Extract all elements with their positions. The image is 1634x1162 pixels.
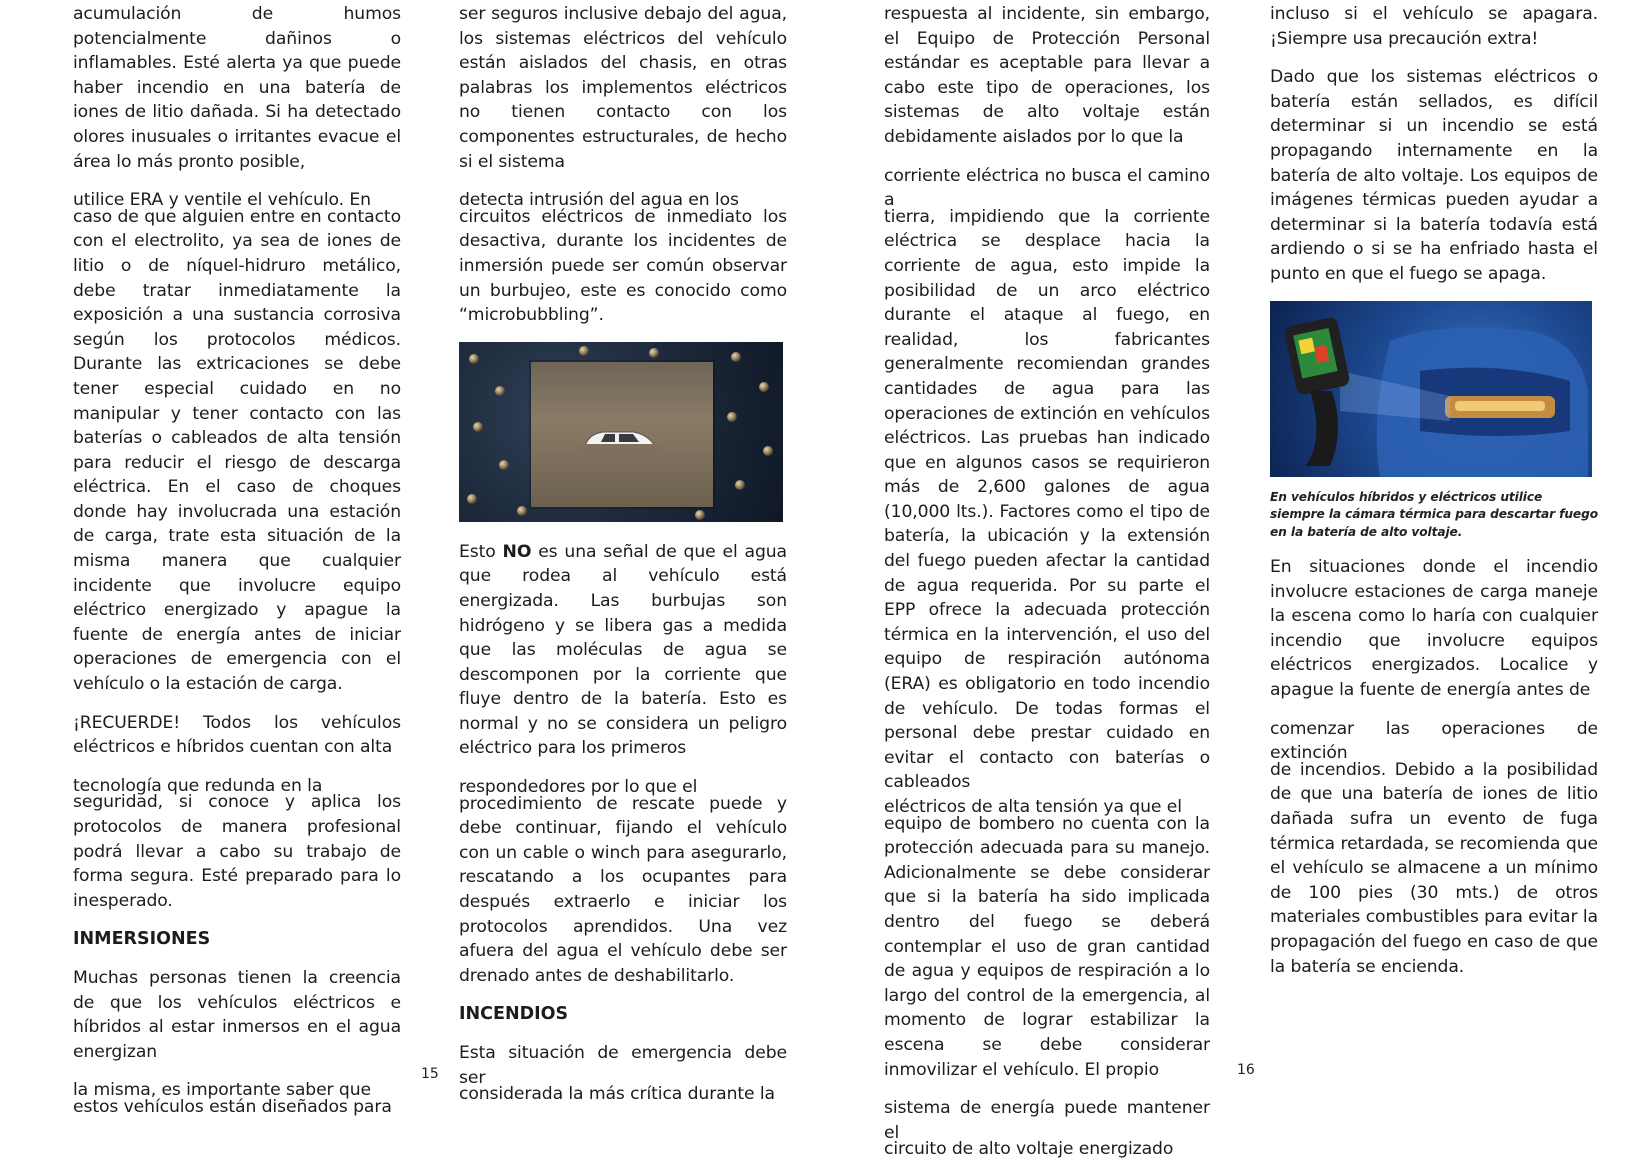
paragraph: respuesta al incidente, sin embargo, el Equipo de Protección Personal estándar es aceptable para llevar a cabo este tipo de operaciones, los sistemas de alto voltaje están debidamente aislados por lo que la [884, 4, 1210, 147]
page-number: 16 [1237, 1062, 1255, 1078]
column-3 [884, 2, 1210, 1162]
paragraph: comenzar las operaciones de extinción [1270, 718, 1598, 764]
bubble [467, 494, 477, 504]
paragraph: sistema de energía puede mantener el [884, 1098, 1210, 1143]
thermal-camera-image [1270, 301, 1592, 477]
paragraph: considerada la más crítica durante la [459, 1084, 775, 1105]
paragraph: Dado que los sistemas eléctricos o batería están sellados, es difícil determinar si un incendio se está propagando internamente en la batería de alto voltaje. Los equipos de imágenes térmicas pueden ayudar a determinar si la batería todavía está ardiendo o si se ha enfriado hasta el punto en que el fuego se apaga. [1270, 67, 1598, 284]
flood-water [531, 362, 713, 507]
paragraph: Muchas personas tienen la creencia de que los vehículos eléctricos e híbridos al estar inmersos en el agua energizan [73, 967, 401, 1062]
bubble [763, 446, 773, 456]
section-heading-inmersiones: INMERSIONES [73, 929, 211, 950]
bubble [579, 346, 589, 356]
paragraph: detecta intrusión del agua en los [459, 190, 739, 211]
paragraph: ¡RECUERDE! Todos los vehículos eléctricos e híbridos cuentan con alta [73, 712, 401, 758]
paragraph: seguridad, si conoce y aplica los protocolos de manera profesional podrá llevar a cabo su trabajo de forma segura. Esté preparado para lo inesperado. [73, 792, 401, 911]
paragraph: Esto NO es una señal de que el agua que rodea al vehículo está energizada. Las burbujas son hidrógeno y se libera gas a medida que las moléculas de agua se descomponen por la corriente que fluye dentro de la batería. Esto es normal y no se considera un peligro eléctrico para los primeros [459, 541, 787, 759]
paragraph: corriente eléctrica no busca el camino a [884, 165, 1210, 211]
flooded-car-image [459, 342, 783, 522]
bubble [731, 352, 741, 362]
paragraph: respondedores por lo que el [459, 777, 698, 798]
bubble [759, 382, 769, 392]
bubble [469, 354, 479, 364]
right-page [817, 0, 1634, 1160]
bubble [695, 510, 705, 520]
paragraph: tecnología que redunda en la [73, 775, 323, 796]
paragraph: utilice ERA y ventile el vehículo. En [73, 190, 371, 211]
paragraph: equipo de bombero no cuenta con la protección adecuada para su manejo. Adicionalmente se debe considerar que si la batería ha sido implicada dentro del fuego se deberá contemplar el uso de gran cantidad de agua y equipos de respiración a lo largo del control de la emergencia, al momento de lograr estabilizar la escena se debe considerar inmovilizar el vehículo. El propio [884, 813, 1210, 1080]
page-number: 15 [421, 1066, 439, 1082]
paragraph: eléctricos de alta tensión ya que el [884, 797, 1182, 817]
image-caption: En vehículos híbridos y eléctricos utilice siempre la cámara térmica para descartar fuego en la batería de alto voltaje. [1270, 489, 1598, 539]
paragraph: caso de que alguien entre en contacto con el electrolito, ya sea de iones de litio o de níquel-hidruro metálico, debe tratar inmediatamente la exposición a una sustancia corrosiva según los protocolos médicos. Durante las extricaciones se debe tener especial cuidado en no manipular y tener contacto con las baterías o cableados de alta tensión para reducir el riesgo de descarga eléctrica. En el caso de choques donde hay involucrada una estación de carga, trate esta situación de la misma manera que cualquier incidente que involucre equipo eléctrico energizado y apague la fuente de energía antes de iniciar operaciones de emergencia con el vehículo o la estación de carga. [73, 206, 401, 695]
paragraph: de incendios. Debido a la posibilidad de que una batería de iones de litio dañada sufra un evento de fuga térmica retardada, se recomienda que el vehículo se almacene a un mínimo de 100 pies (30 mts.) de otros materiales combustibles para evitar la propagación del fuego en caso de que la batería se encienda. [1270, 759, 1598, 977]
paragraph: En situaciones donde el incendio involucre estaciones de carga maneje la escena como lo haría con cualquier incendio que involucre equipos eléctricos energizados. Localice y apague la fuente de energía antes de [1270, 557, 1598, 700]
bubble [735, 480, 745, 490]
bubble [727, 412, 737, 422]
bubble [499, 460, 509, 470]
car-icon [581, 424, 659, 454]
paragraph: acumulación de humos potencialmente dañinos o inflamables. Esté alerta ya que puede haber incendio en una batería de iones de litio dañada. Si ha detectado olores inusuales o irritantes evacue el área lo más pronto posible, [73, 4, 401, 172]
bubble [473, 422, 483, 432]
paragraph: incluso si el vehículo se apagara. ¡Siempre usa precaución extra! [1270, 4, 1598, 49]
bubble [649, 348, 659, 358]
bubble [495, 386, 505, 396]
paragraph: tierra, impidiendo que la corriente eléctrica se desplace hacia la corriente de agua, esto impide la posibilidad de un arco eléctrico durante el ataque al fuego, en realidad, los fabricantes generalmente recomiendan grandes cantidades de agua para las operaciones de extinción en vehículos eléctricos. Las pruebas han indicado que en algunos casos se requirieron más de 2,600 galones de agua (10,000 lts.). Factores como el tipo de batería, la ubicación y la extensión del fuego pueden afectar la cantidad de agua requerida. Por su parte el EPP ofrece la adecuada protección térmica en la intervención, el uso del equipo de respiración autónoma (ERA) es obligatorio en todo incendio de vehículo. De todas formas el personal debe prestar cuidado en evitar el contacto con baterías o cableados [884, 206, 1210, 793]
section-heading-incendios: INCENDIOS [459, 1004, 569, 1025]
paragraph: estos vehículos están diseñados para [73, 1096, 392, 1117]
left-page [0, 0, 817, 1117]
paragraph: Esta situación de emergencia debe ser [459, 1043, 787, 1088]
emphasis-no: NO [502, 541, 532, 562]
bubble [517, 506, 527, 516]
paragraph: circuito de alto voltaje energizado [884, 1139, 1174, 1160]
column-4 [1270, 2, 1598, 979]
column-1 [73, 2, 401, 1120]
paragraph: ser seguros inclusive debajo del agua, los sistemas eléctricos del vehículo están aislados del chasis, en otras palabras los implementos eléctricos no tienen contacto con los componentes estructurales, de hecho si el sistema [459, 4, 787, 172]
column-2 [459, 2, 787, 1107]
paragraph: la misma, es importante saber que [73, 1080, 371, 1101]
paragraph: procedimiento de rescate puede y debe continuar, fijando el vehículo con un cable o winch para asegurarlo, rescatando a los ocupantes para después extraerlo e iniciar los protocolos aprendidos. Una vez afuera del agua el vehículo debe ser drenado antes de deshabilitarlo. [459, 793, 787, 986]
thermal-camera-illustration [1270, 301, 1592, 477]
paragraph: circuitos eléctricos de inmediato los desactiva, durante los incidentes de inmersión puede ser común observar un burbujeo, este es conocido como “microbubbling”. [459, 206, 787, 326]
